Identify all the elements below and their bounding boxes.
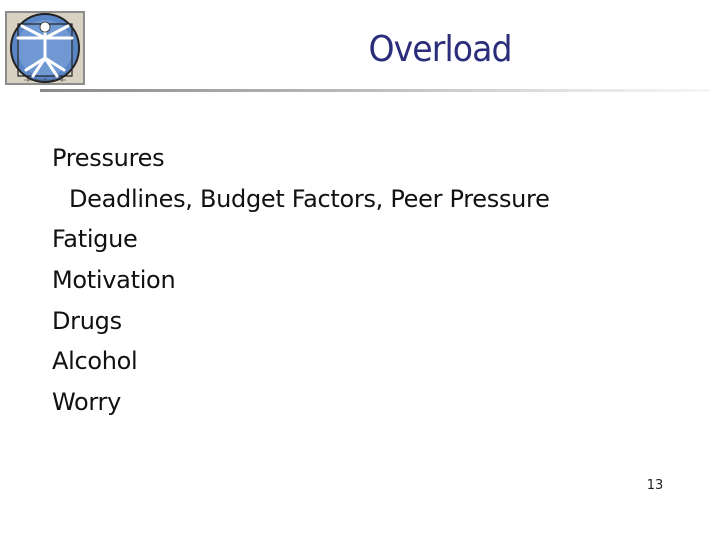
list-item: Motivation [52,266,176,295]
list-item: Worry [52,388,122,417]
list-item: Fatigue [52,225,138,254]
list-item: Drugs [52,306,122,335]
vitruvian-man-icon [4,10,86,86]
list-subitem: Deadlines, Budget Factors, Peer Pressure [69,184,550,213]
list-item: Alcohol [52,347,138,376]
bullet-list [52,138,550,423]
list-item: Pressures [52,144,165,172]
page-number: 13 [646,478,664,493]
slide-title: Overload [368,29,512,70]
title-divider [40,89,710,92]
